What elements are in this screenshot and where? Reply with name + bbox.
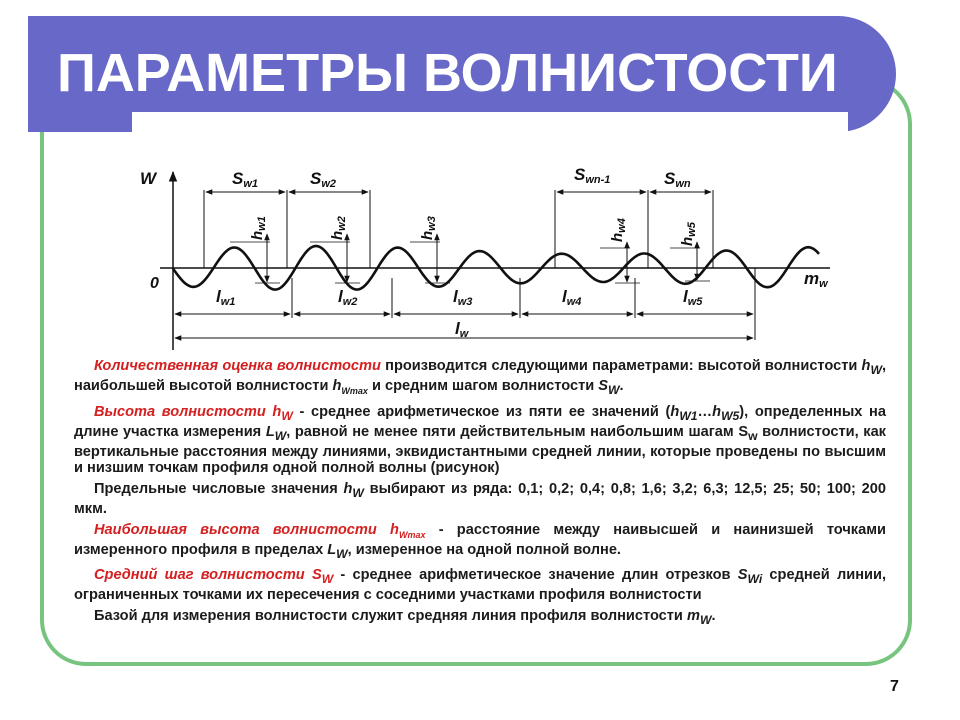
paragraph-max-height: Наибольшая высота волнистости $h_{Wmax}$ - расстояние между наивысшей и наинизшей точками измеренного профиля в пределах $L_W$, измеренное на одной полной волне. bbox=[74, 521, 886, 562]
axis-origin-label: 0 bbox=[150, 275, 159, 292]
hw5-label: $h_{w5}$ bbox=[679, 222, 698, 246]
lw-total-label: lw bbox=[455, 319, 469, 340]
sw1-label: Sw1 bbox=[232, 169, 259, 190]
title-underlay bbox=[132, 112, 848, 140]
sw2-label: Sw2 bbox=[310, 169, 337, 190]
waviness-diagram bbox=[130, 150, 850, 360]
paragraph-quantitative-assessment: Количественная оценка волнистости производится следующими параметрами: высотой волнистости $h_W$, наибольшей высотой волнистости $h_{Wmax}$ и средним шагом волнистости $S_W$. bbox=[74, 358, 887, 397]
lw3-label: lw3 bbox=[453, 287, 473, 308]
slide-title: ПАРАМЕТРЫ ВОЛНИСТОСТИ bbox=[57, 43, 838, 103]
page-number: 7 bbox=[890, 678, 899, 695]
axis-x-label: mw bbox=[804, 269, 828, 290]
hw1-label: $h_{w1}$ bbox=[249, 216, 268, 240]
swn-label: Swn bbox=[664, 169, 691, 190]
lw5-label: lw5 bbox=[683, 287, 703, 308]
paragraph-limit-values: Предельные числовые значения $h_W$ выбирают из ряда: 0,1; 0,2; 0,4; 0,8; 1,6; 3,2; 6,3; 12,5; 25; 50; 100; 200 мкм. bbox=[74, 480, 886, 517]
h-tangent-ticks bbox=[230, 242, 710, 283]
lw1-label: lw1 bbox=[216, 287, 236, 308]
paragraph-base-line: Базой для измерения волнистости служит средняя линия профиля волнистости $m_W$. bbox=[94, 608, 716, 628]
swn-1-label: Swn-1 bbox=[574, 165, 611, 186]
description-text bbox=[74, 358, 886, 633]
waviness-svg bbox=[130, 150, 850, 360]
hw4-label: $h_{w4}$ bbox=[609, 218, 628, 242]
hw3-label: $h_{w3}$ bbox=[419, 216, 438, 240]
axis-y-label: W bbox=[140, 169, 157, 188]
paragraph-mean-step: Средний шаг волнистости $S_W$ - среднее арифметическое значение длин отрезков $S_{Wi}$ средней линии, ограниченных точками их пересечения с соседними участками профиля волнистости bbox=[74, 567, 887, 604]
paragraph-waviness-height: Высота волнистости $h_W$ - среднее арифметическое из пяти ее значений $(h_{W1}\dots h_{W5})$, определенных на длине участка измерения $L_W$, равной не менее пяти действительным наибольшим шагам $S_w$ волнистости, как вертикальные расстояния между линиями, эквидистантными средней линии, которые проведены по высшим и низшим точкам профиля одной полной волны (рисунок) bbox=[74, 403, 886, 476]
lw2-label: lw2 bbox=[338, 287, 358, 308]
lw4-label: lw4 bbox=[562, 287, 582, 308]
hw2-label: $h_{w2}$ bbox=[329, 216, 348, 240]
